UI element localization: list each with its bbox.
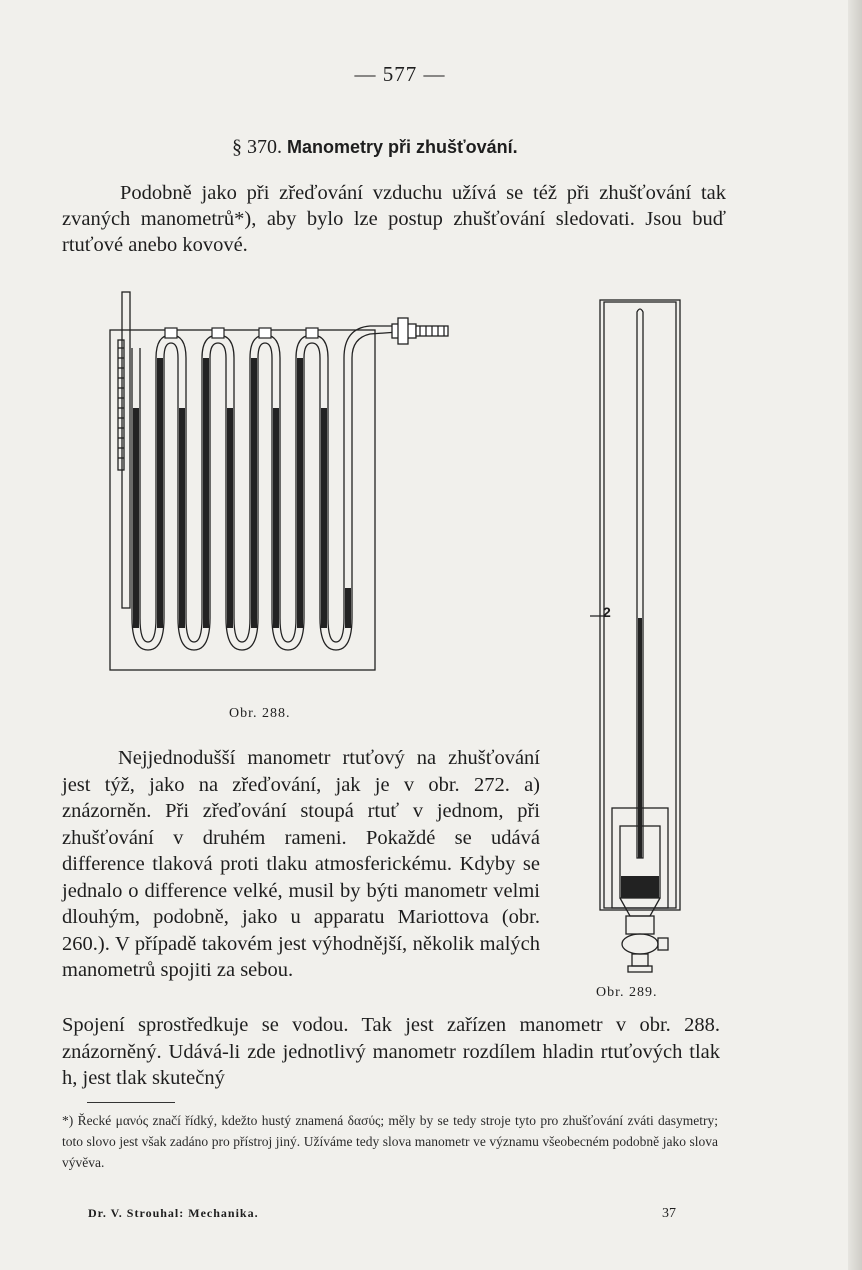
paragraph-continued: Spojení sprostředkuje se vodou. Tak jest zařízen manometr v obr. 288. znázorněný. Udává-li zde jednotlivý manometr rozdílem hladin rtuťových tlak h, jest tlak skutečný (62, 1014, 720, 1089)
section-mark: § 370. (232, 136, 282, 158)
page-edge-shadow (848, 0, 862, 1270)
paragraph-intro: Podobně jako při zřeďování vzduchu užívá se též při zhušťování tak zvaných manometrů*), aby bylo lze postup zhušťování sledovati. Jsou buď rtuťové anebo kovové. (62, 182, 726, 256)
footnote: *) Řecké μανός značí řídký, kdežto hustý znamená δασύς; měly by se tedy stroje tyto pro zhušťování zváti dasymetry; toto slovo jest však zadáno pro přístroj jiný. Užíváme tedy slova manometr ve významu všeobecném podobně jako slova vývěva. (62, 1113, 718, 1170)
section-heading (232, 136, 518, 159)
section-title: Manometry při zhušťování. (287, 137, 518, 157)
figure-289-manometer (590, 298, 690, 978)
figure-288-caption: Obr. 288. (229, 706, 291, 721)
page-number: — 577 — (354, 62, 446, 86)
footer-signature-number: 37 (662, 1206, 676, 1221)
footer-author-title: Dr. V. Strouhal: Mechanika. (88, 1206, 259, 1220)
figure-289-caption: Obr. 289. (596, 985, 658, 1000)
footnote-rule (87, 1102, 175, 1103)
figure-288-manometer-series (108, 288, 450, 674)
paragraph-main: Nejjednodušší manometr rtuťový na zhušťování jest týž, jako na zřeďování, jak je v obr. 272. a) znázorněn. Při zřeďování stoupá rtuť v jednom, při zhušťování v druhém rameni. Pokaždé se udává difference tlaková proti tlaku atmosferickému. Kdyby se jednalo o difference velké, musil by býti manometr velmi dlouhým, podobně, jako u apparatu Mariottova (obr. 260.). V případě takovém jest výhodnější, několik malých manometrů spojiti za sebou. (62, 747, 540, 981)
figure-289-label: 2 (603, 604, 611, 620)
